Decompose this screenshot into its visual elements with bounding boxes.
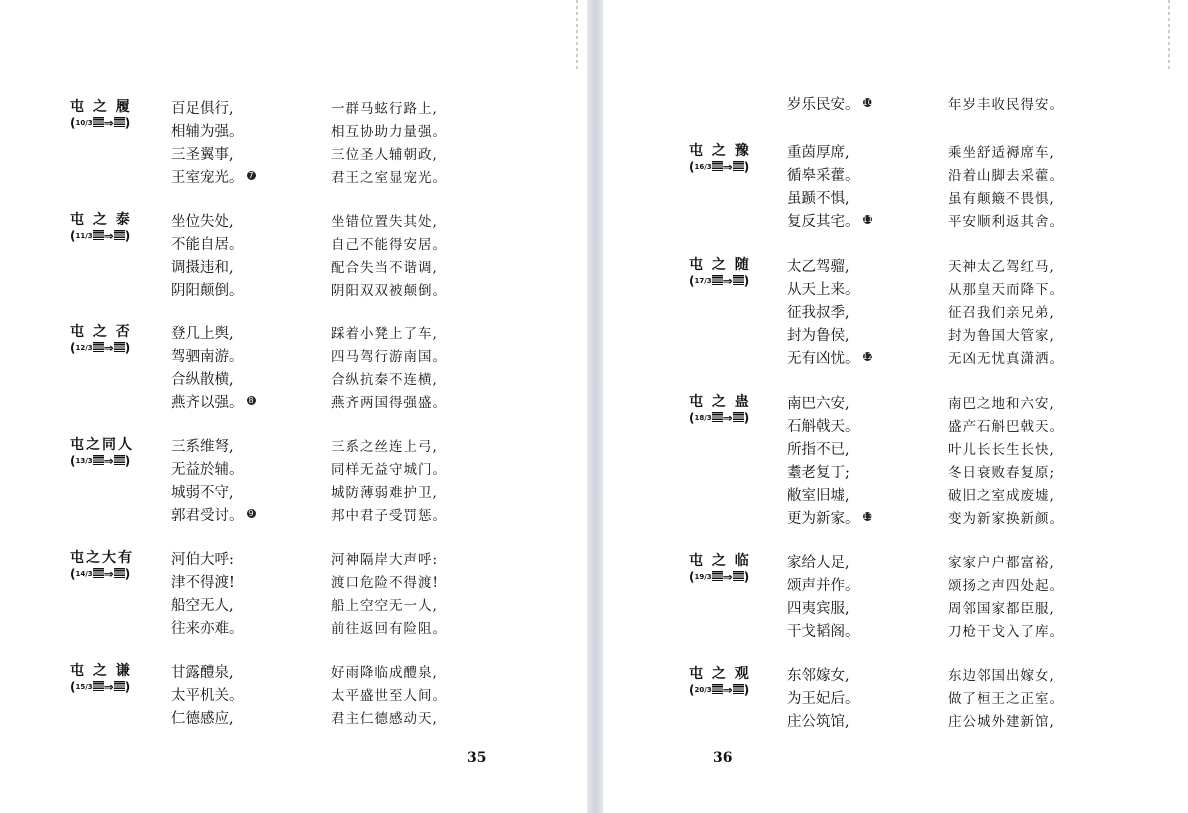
hexagram-title: 屯 之 谦 [70, 663, 132, 679]
verse-line [171, 459, 256, 482]
verse-text: 复反其宅。 [787, 214, 860, 230]
hexagram-title: 屯 之 履 [70, 99, 132, 115]
arrow-icon: ⇒ [103, 116, 114, 130]
verse-text: 郭君受讨。 [171, 508, 244, 524]
left-page [0, 0, 587, 813]
hexagram-title: 屯之同人 [70, 437, 134, 453]
footnote-marker: 12 [862, 352, 873, 361]
arrow-icon: ⇒ [103, 341, 114, 355]
hexagram-icon [93, 342, 104, 353]
verse-line [171, 505, 256, 528]
translation-line: 相互协助力量强。 [331, 124, 447, 140]
verse-line [787, 575, 860, 598]
translation-line: 家家户户都富裕, [948, 555, 1055, 571]
paren-close: ) [743, 160, 750, 174]
translation-line: 邦中君子受罚惩。 [331, 508, 447, 524]
verse-line [787, 142, 872, 165]
translation-line: 颂扬之声四处起。 [948, 578, 1064, 594]
verse-line [787, 508, 872, 531]
hexagram-icon [733, 571, 744, 582]
translation-line: 四马驾行游南国。 [331, 349, 447, 365]
original-verse [171, 436, 256, 528]
right-page [603, 0, 1188, 813]
verse-text: 太平机关。 [171, 688, 244, 704]
verse-text: 王室宠光。 [171, 170, 244, 186]
verse-text: 百足俱行, [171, 101, 234, 117]
verse-text: 封为鲁侯, [787, 328, 850, 344]
hexagram-title: 屯 之 观 [689, 666, 751, 682]
verse-text: 登几上舆, [171, 326, 234, 342]
verse-text: 河伯大呼: [171, 552, 234, 568]
hexagram-icon [93, 568, 104, 579]
hexagram-icon [114, 117, 125, 128]
translation-line: 城防薄弱难护卫, [331, 485, 438, 501]
hexagram-title: 屯 之 临 [689, 553, 751, 569]
verse-text: 更为新家。 [787, 511, 860, 527]
verse-text: 阴阳颠倒。 [171, 283, 244, 299]
translation-verse [331, 662, 447, 731]
verse-text: 所指不已, [787, 442, 850, 458]
verse-entry [689, 552, 1078, 644]
verse-text: 从天上来。 [787, 282, 860, 298]
translation-line: 好雨降临成醴泉, [331, 665, 438, 681]
translation-line: 东边邻国出嫁女, [948, 668, 1055, 684]
verse-line [171, 144, 256, 167]
verse-text: 三系维弩, [171, 439, 234, 455]
footnote-marker: 13 [862, 512, 873, 521]
paren-open: ( [689, 683, 695, 697]
hexagram-change [70, 229, 150, 243]
hexagram-title: 屯 之 泰 [70, 212, 132, 228]
footnote-marker: 10 [862, 98, 873, 107]
original-verse [171, 662, 244, 731]
translation-line: 叶儿长长生长快, [948, 442, 1055, 458]
scan-edge [576, 0, 578, 70]
verse-line [787, 598, 860, 621]
verse-text: 三圣翼事, [171, 147, 234, 163]
translation-line: 破旧之室成废墟, [948, 488, 1055, 504]
translation-verse [331, 98, 447, 190]
hexagram-icon [712, 275, 723, 286]
verse-line [171, 369, 256, 392]
translation-line: 盛产石斛巴戟天。 [948, 419, 1064, 435]
verse-line [171, 549, 244, 572]
verse-entry [689, 256, 1078, 371]
verse-text: 仁德感应, [171, 711, 234, 727]
verse-line [787, 439, 872, 462]
verse-text: 往来亦难。 [171, 621, 244, 637]
translation-line: 三位圣人辅朝政, [331, 147, 438, 163]
arrow-icon: ⇒ [722, 411, 733, 425]
hexagram-change [689, 411, 769, 425]
verse-text: 为王妃后。 [787, 691, 860, 707]
translation-line: 河神隔岸大声呼: [331, 552, 439, 568]
translation-line: 三系之丝连上弓, [331, 439, 438, 455]
translation-line: 乘坐舒适褥席车, [948, 145, 1055, 161]
hexagram-icon [114, 681, 125, 692]
verse-entry [70, 436, 461, 528]
translation-line: 君王之室显宠光。 [331, 170, 447, 186]
verse-line [787, 462, 872, 485]
verse-text: 坐位失处, [171, 214, 234, 230]
translation-verse [948, 256, 1064, 371]
arrow-icon: ⇒ [103, 229, 114, 243]
original-verse [171, 323, 256, 415]
translation-line: 南巴之地和六安, [948, 396, 1055, 412]
verse-line [787, 188, 872, 211]
hexagram-icon [114, 455, 125, 466]
paren-open: ( [689, 411, 695, 425]
verse-entry [70, 662, 461, 731]
paren-close: ) [743, 411, 750, 425]
original-verse [171, 211, 244, 303]
verse-line [787, 485, 872, 508]
translation-line: 自己不能得安居。 [331, 237, 447, 253]
footnote-marker: 7 [248, 171, 254, 180]
arrow-icon: ⇒ [103, 567, 114, 581]
verse-line [171, 167, 256, 190]
verse-line [171, 662, 244, 685]
verse-line [171, 346, 256, 369]
translation-line: 天神太乙驾红马, [948, 259, 1055, 275]
paren-open: ( [70, 567, 76, 581]
translation-verse [331, 549, 447, 641]
paren-close: ) [743, 274, 750, 288]
verse-line [787, 325, 872, 348]
verse-line [787, 552, 860, 575]
hexagram-index: 13/3 [75, 457, 93, 465]
hexagram-icon [712, 571, 723, 582]
paren-open: ( [689, 274, 695, 288]
verse-line [787, 279, 872, 302]
translation-line: 同样无益守城门。 [331, 462, 447, 478]
translation-line: 刀枪干戈入了库。 [948, 624, 1064, 640]
verse-line [171, 211, 244, 234]
verse-text: 调摄违和, [171, 260, 234, 276]
paren-open: ( [689, 160, 695, 174]
original-verse [787, 665, 860, 734]
original-verse [787, 142, 872, 234]
verse-text: 驾驷南游。 [171, 349, 244, 365]
verse-entry [689, 665, 1078, 734]
hexagram-change [70, 680, 150, 694]
translation-line: 渡口危险不得渡! [331, 575, 439, 591]
verse-line [171, 572, 244, 595]
paren-close: ) [124, 341, 131, 355]
original-verse [787, 393, 872, 531]
verse-line [171, 323, 256, 346]
verse-text: 东邻嫁女, [787, 668, 850, 684]
arrow-icon: ⇒ [722, 570, 733, 584]
translation-line: 做了桓王之正室。 [948, 691, 1064, 707]
verse-text: 循皋采藿。 [787, 168, 860, 184]
hexagram-index: 14/3 [75, 570, 93, 578]
hexagram-index: 15/3 [75, 683, 93, 691]
hexagram-icon [733, 275, 744, 286]
paren-close: ) [124, 567, 131, 581]
verse-line [171, 618, 244, 641]
verse-line [787, 302, 872, 325]
hexagram-icon [733, 684, 744, 695]
translation-verse [948, 142, 1064, 234]
hexagram-icon [114, 342, 125, 353]
verse-line [171, 234, 244, 257]
translation-line: 配合失当不谐调, [331, 260, 438, 276]
hexagram-index: 10/3 [75, 119, 93, 127]
verse-text: 相辅为强。 [171, 124, 244, 140]
paren-close: ) [124, 454, 131, 468]
hexagram-change [70, 116, 150, 130]
verse-entry [689, 393, 1078, 531]
translation-line: 从那皇天而降下。 [948, 282, 1064, 298]
hexagram-icon [712, 161, 723, 172]
verse-entry [70, 549, 461, 641]
verse-line [787, 348, 872, 371]
verse-line [171, 121, 256, 144]
verse-text: 无益於辅。 [171, 462, 244, 478]
verse-text: 南巴六安, [787, 396, 850, 412]
footnote-marker: 8 [248, 396, 254, 405]
verse-text: 敝室旧墟, [787, 488, 850, 504]
translation-verse [948, 393, 1064, 531]
verse-line [171, 685, 244, 708]
verse-line [787, 416, 872, 439]
verse-text: 城弱不守, [171, 485, 234, 501]
original-verse [171, 98, 256, 190]
hexagram-icon [712, 412, 723, 423]
page-number: 36 [713, 750, 733, 766]
hexagram-change [70, 567, 150, 581]
hexagram-change [70, 454, 150, 468]
verse-line [787, 393, 872, 416]
hexagram-index: 18/3 [694, 414, 712, 422]
paren-open: ( [70, 229, 76, 243]
hexagram-icon [114, 568, 125, 579]
verse-text: 虽踬不惧, [787, 191, 850, 207]
hexagram-icon [733, 412, 744, 423]
hexagram-change [70, 341, 150, 355]
verse-text: 干戈韬阁。 [787, 624, 860, 640]
hexagram-index: 19/3 [694, 573, 712, 581]
original-verse [787, 256, 872, 371]
translation-verse [331, 211, 447, 303]
translation-line: 坐错位置失其处, [331, 214, 438, 230]
arrow-icon: ⇒ [722, 274, 733, 288]
verse-text: 重茵厚席, [787, 145, 850, 161]
paren-open: ( [70, 680, 76, 694]
translation-line: 合纵抗秦不连横, [331, 372, 438, 388]
verse-line [787, 165, 872, 188]
footnote-marker: 11 [862, 215, 873, 224]
translation-line: 周邻国家都臣服, [948, 601, 1055, 617]
translation-line: 变为新家换新颜。 [948, 511, 1064, 527]
verse-line [787, 256, 872, 279]
verse-line [171, 392, 256, 415]
hexagram-icon [93, 455, 104, 466]
arrow-icon: ⇒ [103, 680, 114, 694]
original-verse [171, 549, 244, 641]
verse-line [171, 708, 244, 731]
verse-text: 津不得渡! [171, 575, 235, 591]
translation-line: 封为鲁国大管家, [948, 328, 1055, 344]
hexagram-icon [733, 161, 744, 172]
verse-text: 船空无人, [171, 598, 234, 614]
original-verse [787, 552, 860, 644]
paren-close: ) [743, 570, 750, 584]
footnote-marker: 9 [248, 509, 254, 518]
hexagram-icon [93, 117, 104, 128]
verse-text: 太乙驾骝, [787, 259, 850, 275]
verse-line [171, 482, 256, 505]
paren-close: ) [124, 229, 131, 243]
translation-line: 庄公城外建新馆, [948, 714, 1055, 730]
hexagram-index: 12/3 [75, 344, 93, 352]
hexagram-change [689, 160, 769, 174]
translation-line: 无凶无忧真潇洒。 [948, 351, 1064, 367]
verse-line [171, 98, 256, 121]
paren-close: ) [124, 116, 131, 130]
verse-text: 四夷宾服, [787, 601, 850, 617]
translation-line: 太平盛世至人间。 [331, 688, 447, 704]
translation-line: 君主仁德感动天, [331, 711, 438, 727]
hexagram-icon [93, 230, 104, 241]
verse-line [787, 711, 860, 734]
hexagram-icon [93, 681, 104, 692]
paren-open: ( [70, 454, 76, 468]
hexagram-title: 屯 之 蛊 [689, 394, 751, 410]
paren-open: ( [70, 341, 76, 355]
translation-line: 燕齐两国得强盛。 [331, 395, 447, 411]
verse-text: 岁乐民安。 [787, 97, 860, 113]
verse-text: 燕齐以强。 [171, 395, 244, 411]
verse-text: 石斛戟天。 [787, 419, 860, 435]
verse-text: 家给人足, [787, 555, 850, 571]
verse-text: 合纵散横, [171, 372, 234, 388]
verse-line [787, 94, 872, 117]
hexagram-title: 屯之大有 [70, 550, 134, 566]
translation-line: 船上空空无一人, [331, 598, 438, 614]
paren-close: ) [124, 680, 131, 694]
hexagram-change [689, 570, 769, 584]
translation-line: 前往返回有险阻。 [331, 621, 447, 637]
hexagram-index: 17/3 [694, 277, 712, 285]
translation-line: 一群马蚿行路上, [331, 101, 438, 117]
scan-edge [1168, 0, 1170, 70]
verse-entry [70, 211, 461, 303]
verse-text: 甘露醴泉, [171, 665, 234, 681]
paren-close: ) [743, 683, 750, 697]
verse-entry [70, 323, 461, 415]
translation-verse [948, 552, 1064, 644]
hexagram-icon [114, 230, 125, 241]
translation-line: 阴阳双双被颠倒。 [331, 283, 447, 299]
translation-verse [948, 665, 1064, 734]
translation-line: 踩着小凳上了车, [331, 326, 438, 342]
verse-line [787, 688, 860, 711]
verse-line [171, 280, 244, 303]
arrow-icon: ⇒ [722, 683, 733, 697]
book-gutter [587, 0, 603, 813]
paren-open: ( [70, 116, 76, 130]
arrow-icon: ⇒ [722, 160, 733, 174]
verse-text: 无有凶忧。 [787, 351, 860, 367]
verse-line [787, 621, 860, 644]
hexagram-change [689, 274, 769, 288]
translation-line: 冬日衰败春复原; [948, 465, 1056, 481]
verse-text: 征我叔季, [787, 305, 850, 321]
hexagram-title: 屯 之 豫 [689, 143, 751, 159]
hexagram-index: 11/3 [75, 232, 93, 240]
verse-text: 不能自居。 [171, 237, 244, 253]
translation-line: 虽有颠簸不畏惧, [948, 191, 1055, 207]
verse-line [171, 595, 244, 618]
verse-line [171, 436, 256, 459]
arrow-icon: ⇒ [103, 454, 114, 468]
verse-line [171, 257, 244, 280]
hexagram-change [689, 683, 769, 697]
verse-text: 庄公筑馆, [787, 714, 850, 730]
verse-entry [70, 98, 461, 190]
translation-line: 平安顺利返其舍。 [948, 214, 1064, 230]
translation-line: 征召我们亲兄弟, [948, 305, 1055, 321]
translation-verse [331, 323, 447, 415]
translation-verse [331, 436, 447, 528]
hexagram-index: 16/3 [694, 163, 712, 171]
page-number: 35 [467, 750, 487, 766]
verse-entry [689, 142, 1078, 234]
translation-line: 沿着山脚去采藿。 [948, 168, 1064, 184]
verse-text: 颂声并作。 [787, 578, 860, 594]
verse-line [787, 211, 872, 234]
hexagram-icon [712, 684, 723, 695]
hexagram-index: 20/3 [694, 686, 712, 694]
verse-text: 耋老复丁; [787, 465, 850, 481]
hexagram-title: 屯 之 否 [70, 324, 132, 340]
hexagram-title: 屯 之 随 [689, 257, 751, 273]
paren-open: ( [689, 570, 695, 584]
verse-line [787, 665, 860, 688]
translation-line: 年岁丰收民得安。 [948, 97, 1064, 113]
